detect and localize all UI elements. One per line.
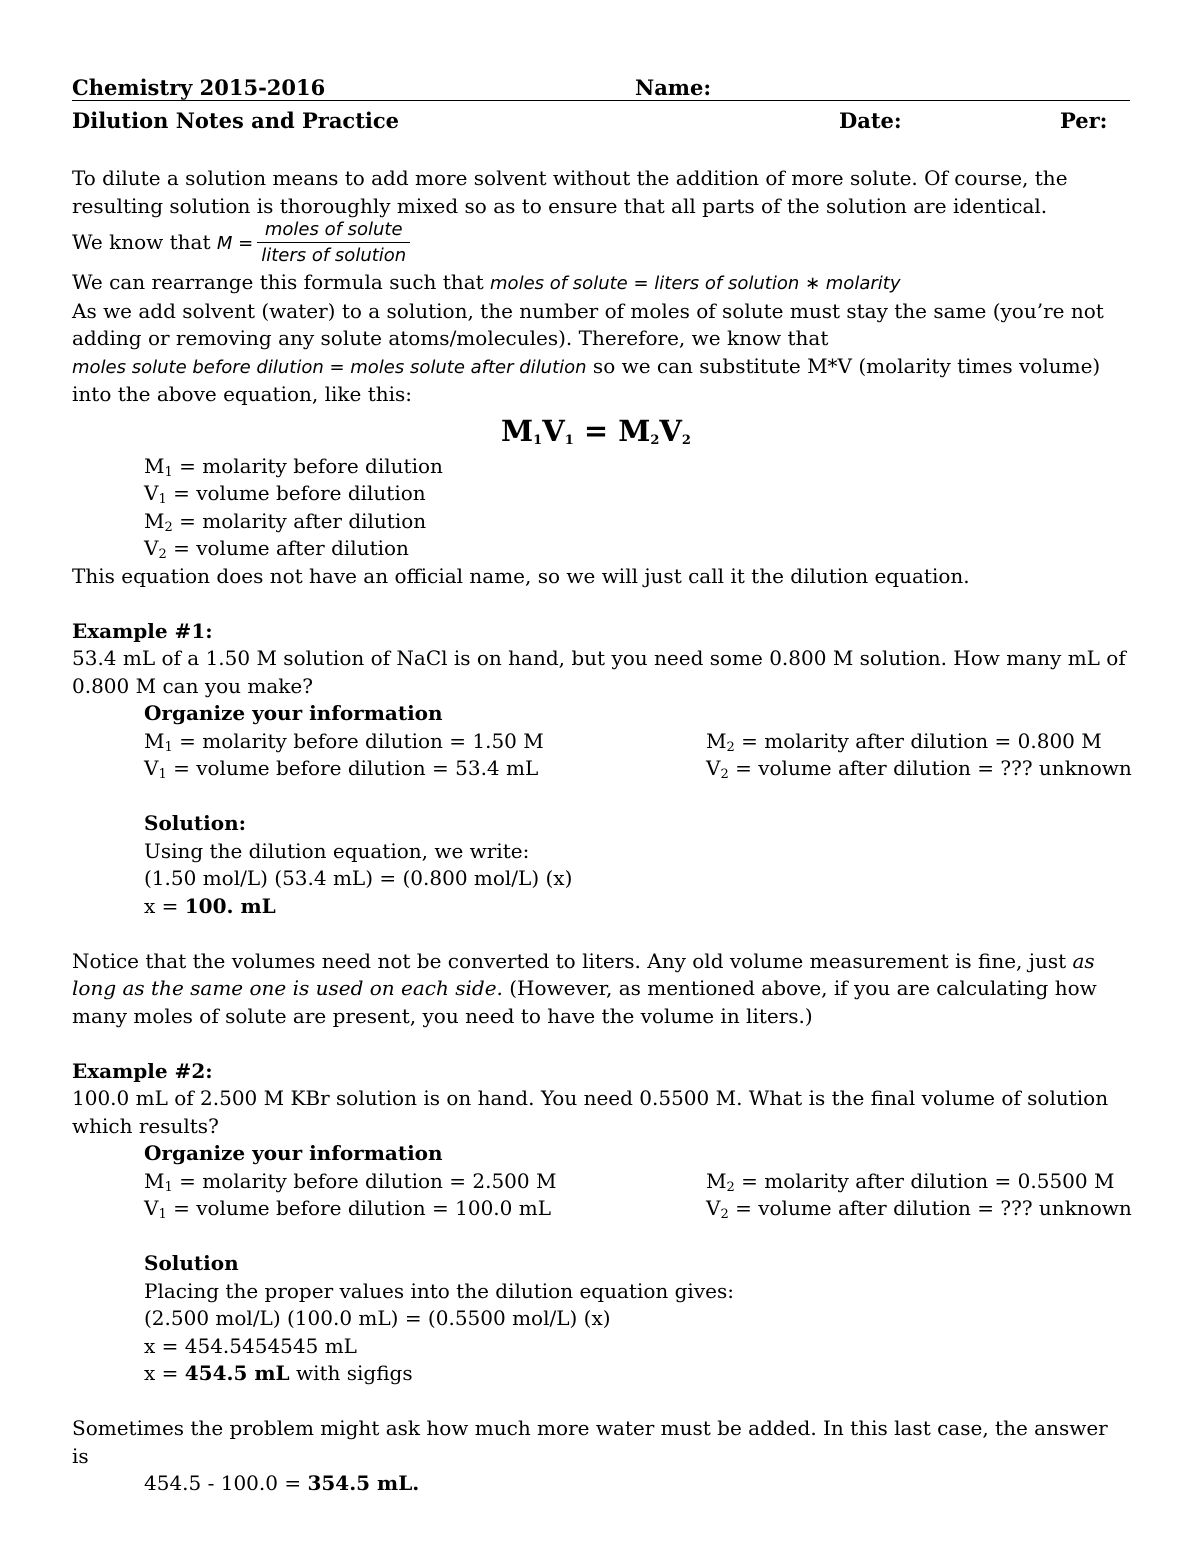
equation-name-note: This equation does not have an official name, so we will just call it the dilution equation. [72,563,970,588]
eq-v1: V [542,413,565,448]
course-title: Chemistry 2015-2016 [72,75,326,100]
conservation-paragraph: As we add solvent (water) to a solution, the number of moles of solute must stay the same (you’re not adding or removing any solute atoms/molecules). Therefore, we know that [72,298,1104,350]
header-row-1 [72,74,1130,101]
example2-solution-line3: x = 454.5454545 mL [144,1333,357,1358]
dilution-equation [72,409,1130,453]
example1-row-2 [72,755,1130,783]
example1-organize: Organize your information [144,701,443,725]
example1-v1: $V_1$ = volume before dilution = 53.4 mL [144,756,539,782]
eq-v2: V [659,413,682,448]
worksheet-title: Dilution Notes and Practice [72,108,400,133]
example2-row-2 [72,1195,1130,1223]
notice-paragraph: Notice that the volumes need not be converted to liters. Any old volume measurement is fine, just as long as the same one is used on each side. (However, as mentioned above, if you are calculating how many moles of solute are present, you need to have the volume in liters.) [72,948,1097,1028]
eq-m2: M [618,413,651,448]
definition-item: $V_1$ = volume before dilution [144,481,426,507]
example1-m1: $M_1$ = molarity before dilution = 1.50 M [144,728,544,755]
example2-title: Example #2: [72,1058,213,1083]
rearrange-line [72,269,1130,298]
example2-answer: x = 454.5 mL with sigfigs [144,1361,413,1385]
eq-sub-4: 2 [681,432,691,448]
example1-title: Example #1: [72,618,213,643]
intro-paragraph: To dilute a solution means to add more solvent without the addition of more solute. Of course, the resulting solution is thoroughly mixed so as to ensure that all parts of the solution are identical. [72,166,1068,218]
eq-m1: M [501,413,534,448]
into-equation-text: into the above equation, like this: [72,382,413,406]
substitute-text: so we can substitute M*V (molarity times volume) [586,353,1101,378]
example2-solution-line2: (2.500 mol/L) (100.0 mL) = (0.5500 mol/L) (x) [144,1306,611,1330]
conservation-equation: moles solute before dilution = moles solute after dilution [72,356,587,378]
eq-sub-1: 1 [533,432,543,448]
closing-text: Sometimes the problem might ask how much more water must be added. In this last case, the answer is [72,1416,1108,1468]
eq-equals: = [573,413,619,448]
example2-m2: $M_2$ = molarity after dilution = 0.5500 M [706,1168,1115,1195]
example1-m2: $M_2$ = molarity after dilution = 0.800 M [706,728,1102,755]
date-label: Date: [839,108,902,133]
example1-solution-label: Solution: [144,811,247,835]
conservation-equation-line [72,353,1130,382]
we-know-text: We know that [72,230,211,254]
eq-sub-2: 1 [564,432,574,448]
closing-calculation: 454.5 - 100.0 = 354.5 mL. [144,1471,420,1495]
molarity-symbol: M = [216,233,254,254]
definition-item: $M_2$ = molarity after dilution [144,508,427,535]
header-row-2 [72,107,1130,135]
example2-problem: 100.0 mL of 2.500 M KBr solution is on hand. You need 0.5500 M. What is the final volume of solution which results? [72,1086,1109,1138]
per-label: Per: [1060,108,1108,133]
example1-answer: x = 100. mL [144,893,276,918]
name-label: Name: [635,75,712,100]
example2-v1: $V_1$ = volume before dilution = 100.0 mL [144,1196,551,1222]
definition-item: $V_2$ = volume after dilution [144,536,409,562]
eq-sub-3: 2 [650,432,660,448]
example2-v2: $V_2$ = volume after dilution = ??? unknown [706,1196,1132,1222]
molarity-definition [72,218,1130,269]
example2-organize: Organize your information [144,1141,443,1165]
example2-solution-label: Solution [144,1251,239,1275]
definition-item: $M_1$ = molarity before dilution [144,453,443,480]
fraction-numerator: moles of solute [257,218,410,243]
worksheet-page [72,74,1130,1498]
example2-m1: $M_1$ = molarity before dilution = 2.500 M [144,1168,557,1195]
example1-row-1 [72,728,1130,756]
variable-definitions [72,453,1130,563]
rearrange-text: We can rearrange this formula such that [72,270,484,294]
example2-row-1 [72,1168,1130,1196]
rearrange-equation: moles of solute = liters of solution ∗ molarity [490,273,901,294]
example1-solution-line1: Using the dilution equation, we write: [144,838,530,863]
example2-solution-line1: Placing the proper values into the dilution equation gives: [144,1278,734,1303]
example1-solution-line2: (1.50 mol/L) (53.4 mL) = (0.800 mol/L) (x) [144,866,573,890]
example1-problem: 53.4 mL of a 1.50 M solution of NaCl is on hand, but you need some 0.800 M solution. How many mL of 0.800 M can you make? [72,646,1126,698]
molarity-fraction [257,218,410,269]
example1-v2: $V_2$ = volume after dilution = ??? unknown [706,756,1132,782]
fraction-denominator: liters of solution [261,245,407,266]
